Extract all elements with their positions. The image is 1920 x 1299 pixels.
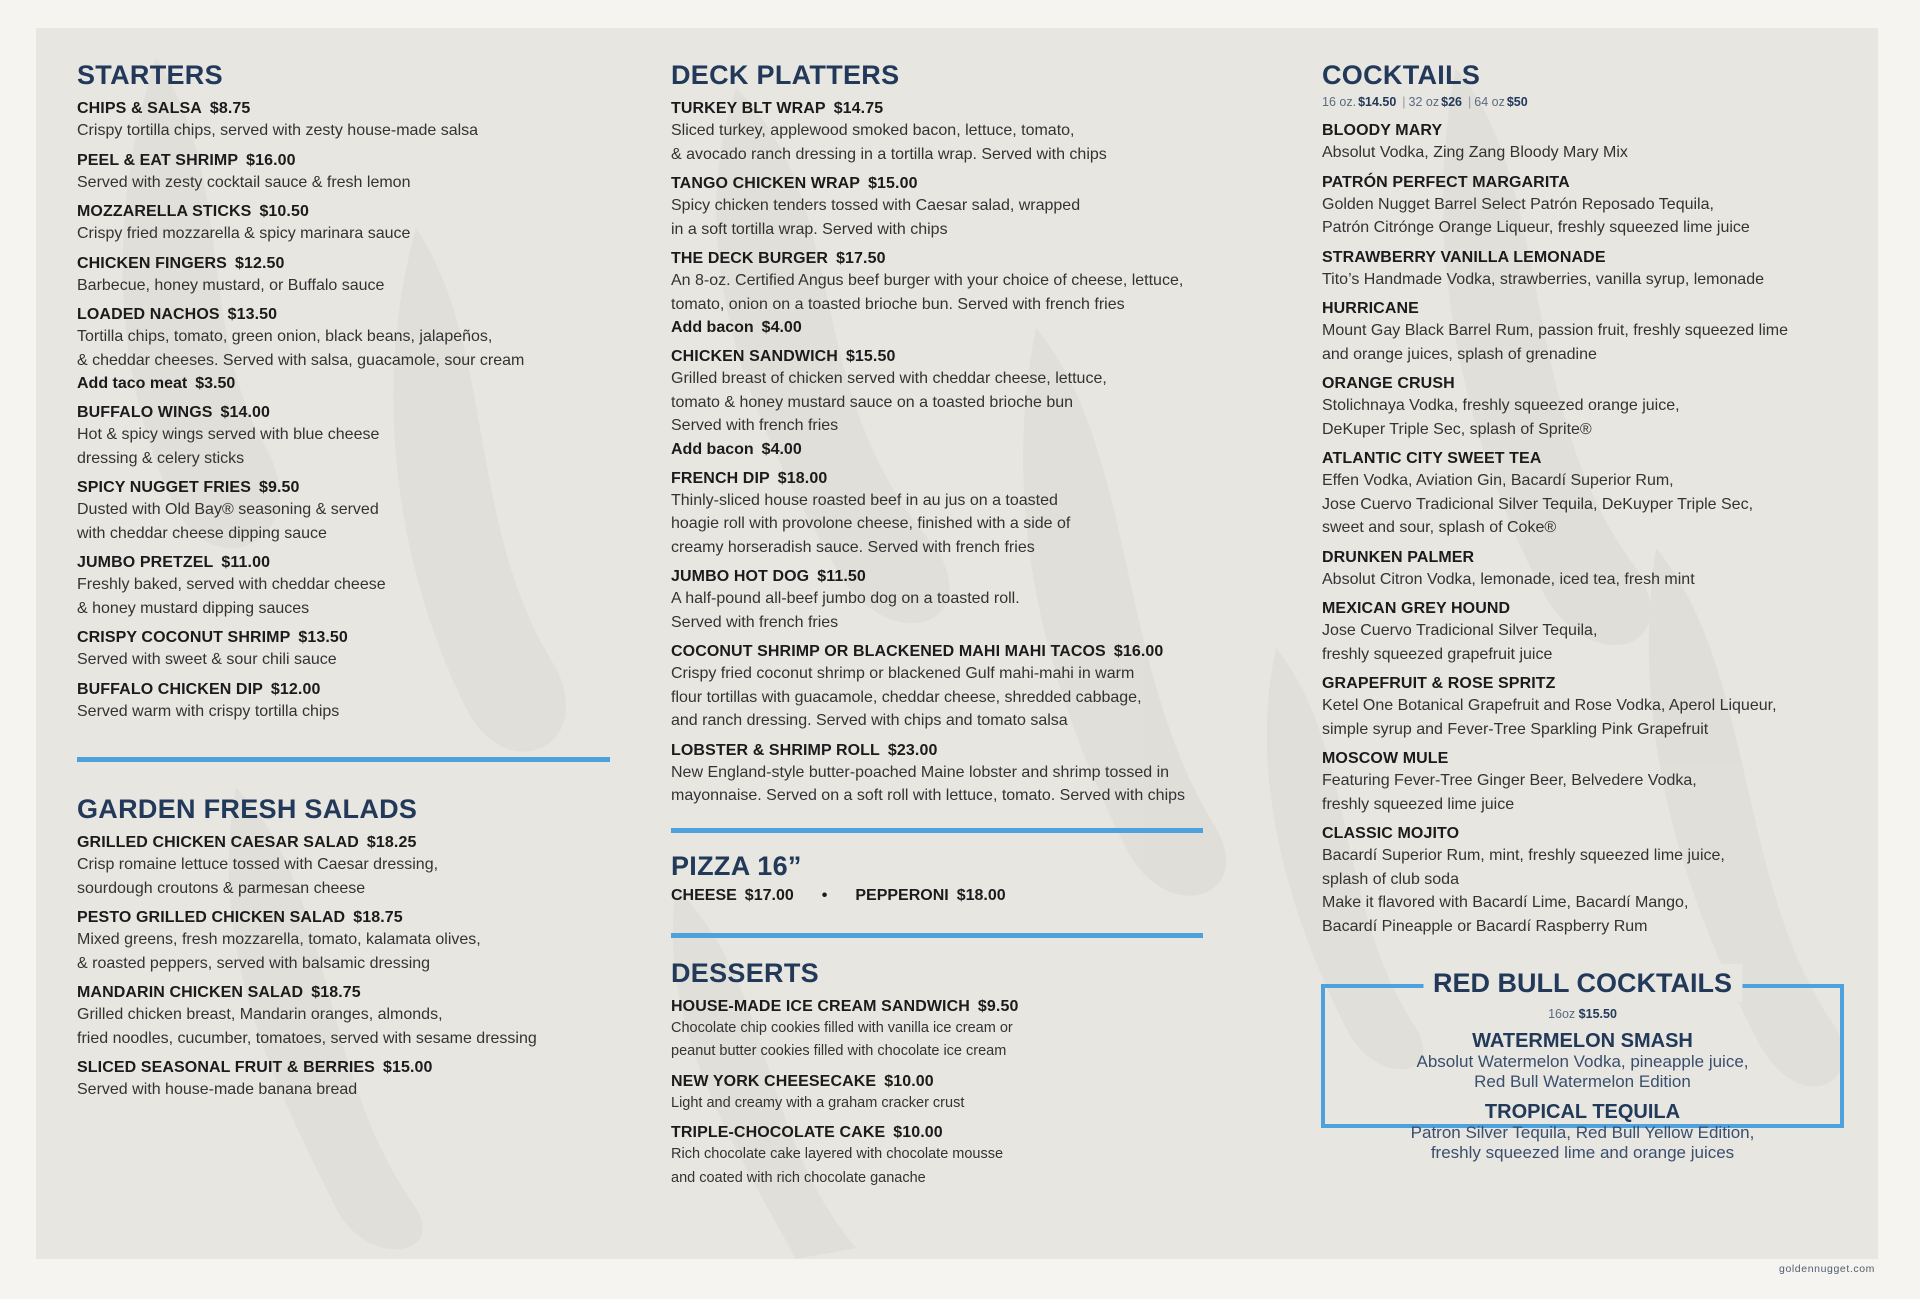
redbull-cocktails-box — [1321, 968, 1844, 1162]
menu-item-name: TRIPLE-CHOCOLATE CAKE — [671, 1124, 886, 1141]
menu-item — [671, 468, 1281, 560]
pizza-title: PIZZA 16” — [671, 850, 802, 881]
cocktail-sizes — [1322, 94, 1852, 110]
menu-item — [1322, 598, 1852, 666]
menu-item-description: Stolichnaya Vodka, freshly squeezed orange juice, DeKuper Triple Sec, splash of Sprite® — [1322, 397, 1680, 438]
size-label: 32 oz — [1408, 95, 1440, 109]
menu-item-description: Served with sweet & sour chili sauce — [77, 651, 337, 668]
starters-section — [77, 58, 617, 723]
menu-item-header — [671, 248, 1281, 269]
menu-item — [77, 304, 617, 395]
menu-item-description: Sliced turkey, applewood smoked bacon, lettuce, tomato, & avocado ranch dressing in a tortilla wrap. Served with chips — [671, 122, 1107, 163]
menu-item — [77, 253, 617, 298]
menu-item-header — [1322, 448, 1852, 469]
menu-item-header — [77, 627, 617, 648]
menu-item-header — [77, 150, 617, 171]
menu-item — [671, 346, 1281, 461]
menu-item-header — [671, 1071, 1281, 1092]
menu-item-description: Chocolate chip cookies filled with vanilla ice cream or peanut butter cookies filled with chocolate ice cream — [671, 1019, 1013, 1059]
section-divider — [77, 757, 610, 762]
menu-item — [77, 907, 617, 975]
menu-item-header — [1322, 823, 1852, 844]
menu-item-description: Tortilla chips, tomato, green onion, black beans, jalapeños, & cheddar cheeses. Served with salsa, guacamole, sour cream — [77, 328, 525, 369]
menu-item-name: SLICED SEASONAL FRUIT & BERRIES — [77, 1059, 375, 1076]
pizza-item-price: $18.00 — [956, 886, 1006, 904]
menu-item — [77, 552, 617, 620]
menu-item-header — [77, 98, 617, 119]
menu-item-price: $12.50 — [234, 254, 285, 272]
menu-item-name: ATLANTIC CITY SWEET TEA — [1322, 450, 1542, 467]
menu-item-description: Jose Cuervo Tradicional Silver Tequila, freshly squeezed grapefruit juice — [1322, 622, 1598, 663]
menu-item-header — [77, 253, 617, 274]
menu-item-name: MOZZARELLA STICKS — [77, 203, 252, 220]
pizza-item-name: PEPPERONI — [855, 886, 949, 904]
menu-item-header — [1322, 547, 1852, 568]
menu-item-price: $15.00 — [868, 175, 918, 192]
menu-item-name: HOUSE-MADE ICE CREAM SANDWICH — [671, 997, 970, 1015]
menu-item-price: $18.75 — [353, 909, 403, 926]
menu-item — [77, 627, 617, 672]
menu-item-header — [1322, 748, 1852, 769]
menu-item-price: $15.50 — [845, 348, 896, 365]
menu-item-description: An 8-oz. Certified Angus beef burger with your choice of cheese, lettuce, tomato, onion on a toasted brioche bun. Served with french fries — [671, 272, 1184, 313]
menu-item-description: A half-pound all-beef jumbo dog on a toasted roll. Served with french fries — [671, 590, 1020, 631]
menu-item-name: LOADED NACHOS — [77, 306, 220, 323]
pizza-item-price: $17.00 — [744, 886, 794, 904]
menu-item-name: MEXICAN GREY HOUND — [1322, 600, 1511, 617]
menu-item-header — [77, 832, 617, 853]
menu-item-header — [77, 1057, 617, 1078]
menu-item-description: Barbecue, honey mustard, or Buffalo sauce — [77, 276, 385, 294]
size-price: $14.50 — [1358, 95, 1397, 109]
menu-item-name: GRAPEFRUIT & ROSE SPRITZ — [1322, 675, 1556, 692]
menu-item-price: $15.00 — [382, 1059, 433, 1076]
platters-title: DECK PLATTERS — [671, 60, 900, 90]
menu-item-description: Golden Nugget Barrel Select Patrón Reposado Tequila, Patrón Citrónge Orange Liqueur, freshly squeezed lime juice — [1322, 195, 1750, 236]
size-label: 64 oz — [1474, 95, 1505, 109]
footer-url: goldennugget.com — [1779, 1263, 1875, 1275]
menu-item-name: CLASSIC MOJITO — [1322, 825, 1460, 842]
menu-item-name: THE DECK BURGER — [671, 250, 829, 267]
menu-item-description: Tito’s Handmade Vodka, strawberries, vanilla syrup, lemonade — [1322, 270, 1764, 288]
menu-item-price: $18.00 — [777, 469, 828, 487]
menu-item-name: SPICY NUGGET FRIES — [77, 479, 251, 496]
menu-item-price: $13.50 — [227, 306, 278, 323]
menu-item-description: Bacardí Superior Rum, mint, freshly squeezed lime juice, splash of club soda Make it flavored with Bacardí Lime, Bacardí Mango, Bacardí Pineapple or Bacardí Raspberry Rum — [1322, 847, 1725, 935]
size-price: $50 — [1506, 95, 1528, 109]
menu-item-addon — [77, 372, 617, 395]
menu-item — [1322, 298, 1852, 366]
menu-item — [1322, 748, 1852, 816]
menu-item-price: $8.75 — [209, 100, 251, 117]
size-separator: | — [1468, 95, 1472, 109]
menu-item-price: $10.00 — [893, 1124, 943, 1141]
left-column — [77, 58, 617, 1109]
menu-item-description: Crispy tortilla chips, served with zesty house-made salsa — [77, 122, 479, 139]
menu-item-name: CHICKEN SANDWICH — [671, 348, 838, 365]
menu-item-name: CRISPY COCONUT SHRIMP — [77, 629, 291, 646]
platters-section — [671, 58, 1281, 808]
menu-item-price: $13.50 — [298, 629, 348, 646]
menu-item-header — [1322, 673, 1852, 694]
section-divider — [671, 828, 1203, 833]
menu-item-price: $12.00 — [270, 680, 321, 698]
pizza-options — [671, 885, 1281, 907]
menu-item — [671, 641, 1281, 733]
menu-item-description: Featuring Fever-Tree Ginger Beer, Belvedere Vodka, freshly squeezed lime juice — [1322, 772, 1697, 813]
menu-item — [77, 402, 617, 470]
menu-item-price: $11.00 — [221, 554, 271, 571]
menu-item-description: Mount Gay Black Barrel Rum, passion fruit, freshly squeezed lime and orange juices, splash of grenadine — [1322, 322, 1788, 363]
pizza-separator: • — [821, 886, 828, 904]
addon-label: Add bacon — [671, 440, 754, 458]
addon-label: Add bacon — [671, 319, 754, 336]
menu-item — [1322, 247, 1852, 292]
menu-item — [671, 248, 1281, 339]
menu-item-header — [77, 982, 617, 1003]
menu-item-name: TURKEY BLT WRAP — [671, 100, 826, 117]
menu-item-header — [77, 201, 617, 222]
desserts-title: DESSERTS — [671, 957, 819, 988]
menu-item — [1322, 673, 1852, 741]
menu-item-header — [77, 304, 617, 325]
menu-item-price: $18.75 — [311, 984, 361, 1001]
section-divider — [671, 933, 1203, 938]
size-label: 16 oz. — [1322, 95, 1357, 109]
redbull-item-name: TROPICAL TEQUILA — [1484, 1101, 1681, 1123]
menu-item-header — [671, 1122, 1281, 1143]
menu-item-header — [671, 641, 1281, 662]
menu-item-header — [671, 740, 1281, 761]
menu-item-name: JUMBO HOT DOG — [671, 568, 810, 585]
addon-label: Add taco meat — [77, 375, 188, 392]
menu-item-price: $10.50 — [259, 203, 309, 220]
menu-item — [1322, 448, 1852, 540]
redbull-item-desc: Absolut Watermelon Vodka, pineapple juice, Red Bull Watermelon Edition — [1416, 1052, 1749, 1091]
redbull-size — [1325, 1006, 1840, 1022]
menu-item — [671, 98, 1281, 166]
menu-item — [671, 173, 1281, 241]
menu-item-header — [671, 173, 1281, 194]
platters-list — [671, 98, 1281, 808]
menu-item-addon — [671, 316, 1281, 339]
menu-item-description: Absolut Vodka, Zing Zang Bloody Mary Mix — [1322, 144, 1628, 161]
menu-item-header — [77, 907, 617, 928]
menu-item-description: Absolut Citron Vodka, lemonade, iced tea, fresh mint — [1322, 570, 1695, 588]
menu-item — [1322, 547, 1852, 592]
redbull-price: $15.50 — [1578, 1007, 1617, 1021]
middle-column — [671, 58, 1281, 1197]
menu-item-header — [77, 477, 617, 498]
menu-item — [77, 832, 617, 900]
menu-item-name: PATRÓN PERFECT MARGARITA — [1322, 173, 1570, 191]
menu-item-header — [77, 402, 617, 423]
menu-item-header — [671, 566, 1281, 587]
redbull-title: RED BULL COCKTAILS — [1423, 964, 1742, 1002]
menu-item-description: Hot & spicy wings served with blue cheese dressing & celery sticks — [77, 426, 380, 467]
menu-item-description: Served warm with crispy tortilla chips — [77, 702, 340, 720]
cocktails-title: COCKTAILS — [1322, 60, 1481, 90]
menu-item-name: MOSCOW MULE — [1322, 750, 1449, 767]
addon-price: $4.00 — [761, 440, 802, 458]
menu-item — [671, 1122, 1281, 1190]
size-separator: | — [1402, 95, 1406, 109]
menu-item — [77, 679, 617, 724]
menu-item-description: Spicy chicken tenders tossed with Caesar salad, wrapped in a soft tortilla wrap. Served with chips — [671, 197, 1081, 238]
cocktails-section — [1322, 58, 1852, 938]
starters-title: STARTERS — [77, 60, 223, 90]
menu-item — [77, 150, 617, 195]
menu-item-price: $17.50 — [836, 250, 886, 267]
menu-item — [77, 98, 617, 143]
starters-list — [77, 98, 617, 723]
menu-item-description: Served with zesty cocktail sauce & fresh lemon — [77, 173, 411, 191]
menu-item-price: $9.50 — [977, 997, 1019, 1015]
menu-item-price: $14.75 — [833, 100, 884, 117]
menu-item-price: $16.00 — [246, 151, 296, 169]
menu-item — [77, 1057, 617, 1102]
menu-item-addon — [671, 438, 1281, 461]
menu-item-name: LOBSTER & SHRIMP ROLL — [671, 741, 880, 759]
menu-item-name: MANDARIN CHICKEN SALAD — [77, 984, 304, 1001]
menu-item-price: $9.50 — [258, 479, 300, 496]
menu-item-header — [671, 98, 1281, 119]
menu-item — [77, 477, 617, 545]
menu-item-description: Thinly-sliced house roasted beef in au jus on a toasted hoagie roll with provolone cheese, finished with a side of creamy horseradish sauce. Served with french fries — [671, 491, 1071, 556]
menu-item-name: NEW YORK CHEESECAKE — [671, 1072, 877, 1090]
menu-item-header — [1322, 172, 1852, 193]
menu-item-description: Crisp romaine lettuce tossed with Caesar dressing, sourdough croutons & parmesan cheese — [77, 856, 439, 897]
menu-item — [77, 201, 617, 246]
menu-item — [1322, 120, 1852, 165]
menu-item — [1322, 373, 1852, 441]
menu-item-description: Crispy fried coconut shrimp or blackened Gulf mahi-mahi in warm flour tortillas with guacamole, cheddar cheese, shredded cabbage, and ranch dressing. Served with chips and tomato salsa — [671, 665, 1142, 729]
menu-item-description: Crispy fried mozzarella & spicy marinara sauce — [77, 225, 411, 242]
menu-item-name: BUFFALO WINGS — [77, 404, 213, 421]
menu-item-header — [1322, 373, 1852, 394]
menu-item-name: TANGO CHICKEN WRAP — [671, 175, 861, 192]
size-price: $26 — [1441, 95, 1462, 109]
menu-item — [671, 996, 1281, 1064]
pizza-section — [671, 849, 1281, 907]
menu-item-name: ORANGE CRUSH — [1322, 375, 1455, 392]
menu-item-name: BUFFALO CHICKEN DIP — [77, 680, 263, 698]
menu-item-header — [77, 679, 617, 700]
menu-item-header — [1322, 120, 1852, 141]
menu-item-name: JUMBO PRETZEL — [77, 554, 214, 571]
menu-item-price: $16.00 — [1113, 643, 1164, 660]
redbull-item-desc: Patron Silver Tequila, Red Bull Yellow Edition, freshly squeezed lime and orange juices — [1410, 1123, 1755, 1162]
menu-item-header — [77, 552, 617, 573]
menu-item-price: $23.00 — [887, 741, 938, 759]
menu-item-header — [671, 468, 1281, 489]
menu-item — [671, 740, 1281, 808]
menu-item-description: Effen Vodka, Aviation Gin, Bacardí Superior Rum, Jose Cuervo Tradicional Silver Tequila, DeKuyper Triple Sec, sweet and sour, splash of Coke® — [1322, 472, 1754, 536]
menu-item-description: Grilled breast of chicken served with cheddar cheese, lettuce, tomato & honey mustard sauce on a toasted brioche bun Served with french fries — [671, 370, 1107, 434]
menu-item-price: $18.25 — [366, 834, 417, 851]
cocktails-list — [1322, 120, 1852, 938]
menu-item-name: FRENCH DIP — [671, 469, 770, 487]
menu-item-name: PEEL & EAT SHRIMP — [77, 151, 239, 169]
menu-item-name: GRILLED CHICKEN CAESAR SALAD — [77, 834, 359, 851]
menu-item-description: Dusted with Old Bay® seasoning & served with cheddar cheese dipping sauce — [77, 501, 379, 542]
menu-item-header — [1322, 598, 1852, 619]
menu-item — [671, 566, 1281, 634]
menu-item-name: COCONUT SHRIMP OR BLACKENED MAHI MAHI TACOS — [671, 643, 1106, 660]
menu-item-description: Rich chocolate cake layered with chocolate mousse and coated with rich chocolate ganache — [671, 1146, 1004, 1186]
menu-item-price: $14.00 — [220, 404, 271, 421]
menu-item-name: PESTO GRILLED CHICKEN SALAD — [77, 909, 346, 926]
menu-item-header — [1322, 298, 1852, 319]
desserts-section — [671, 956, 1281, 1191]
salads-list — [77, 832, 617, 1102]
menu-item — [1322, 823, 1852, 938]
menu-item-header — [1322, 247, 1852, 268]
menu-item-name: CHICKEN FINGERS — [77, 254, 227, 272]
right-column — [1322, 58, 1852, 945]
menu-item-price: $10.00 — [884, 1072, 934, 1090]
menu-item-description: Ketel One Botanical Grapefruit and Rose Vodka, Aperol Liqueur, simple syrup and Fever-Tree Sparkling Pink Grapefruit — [1322, 697, 1777, 738]
menu-item — [671, 1071, 1281, 1116]
menu-item-name: CHIPS & SALSA — [77, 100, 202, 117]
menu-item-description: New England-style butter-poached Maine lobster and shrimp tossed in mayonnaise. Served on a soft roll with lettuce, tomato. Served with chips — [671, 763, 1186, 804]
addon-price: $3.50 — [195, 375, 236, 392]
redbull-item-name: WATERMELON SMASH — [1472, 1030, 1693, 1052]
redbull-size-label: 16oz — [1548, 1007, 1576, 1021]
menu-item-description: Grilled chicken breast, Mandarin oranges, almonds, fried noodles, cucumber, tomatoes, served with sesame dressing — [77, 1006, 537, 1047]
menu-item-name: DRUNKEN PALMER — [1322, 548, 1475, 566]
menu-item-name: HURRICANE — [1322, 300, 1419, 317]
menu-item-description: Freshly baked, served with cheddar cheese & honey mustard dipping sauces — [77, 576, 386, 617]
menu-item-description: Mixed greens, fresh mozzarella, tomato, kalamata olives, & roasted peppers, served with balsamic dressing — [77, 931, 481, 972]
menu-item — [77, 982, 617, 1050]
menu-item-header — [671, 996, 1281, 1017]
menu-item-description: Served with house-made banana bread — [77, 1081, 358, 1098]
menu-item — [1322, 172, 1852, 240]
addon-price: $4.00 — [761, 319, 802, 336]
menu-item-description: Light and creamy with a graham cracker crust — [671, 1094, 965, 1111]
salads-title: GARDEN FRESH SALADS — [77, 794, 418, 824]
salads-section — [77, 792, 617, 1102]
menu-item-name: STRAWBERRY VANILLA LEMONADE — [1322, 248, 1606, 266]
menu-item-price: $11.50 — [817, 568, 866, 585]
desserts-list — [671, 996, 1281, 1191]
pizza-item-name: CHEESE — [671, 886, 737, 904]
menu-item-header — [671, 346, 1281, 367]
menu-item-name: BLOODY MARY — [1322, 122, 1443, 139]
